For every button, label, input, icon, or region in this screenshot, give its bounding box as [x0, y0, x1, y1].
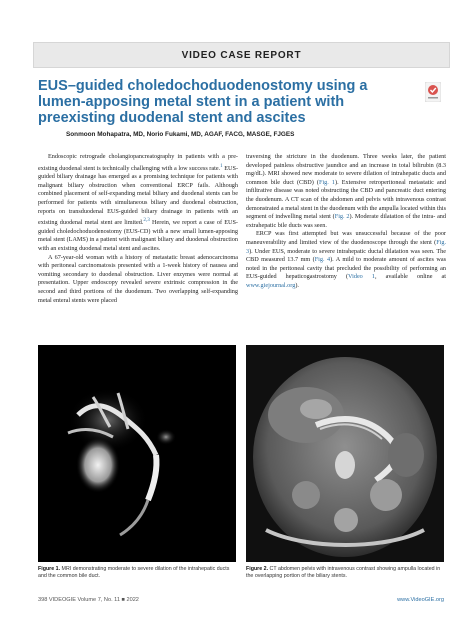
- reference-link[interactable]: 1: [220, 162, 223, 169]
- figure-link[interactable]: Fig. 1: [319, 178, 336, 186]
- section-header-band: [33, 42, 450, 68]
- article-authors: Sonmoon Mohapatra, MD, Norio Fukami, MD, AGAF, FACG, MASGE, FJGES: [66, 131, 295, 138]
- footer-citation: 398 VIDEOGIE Volume 7, No. 11 ■ 2022: [38, 597, 139, 603]
- page-footer: [38, 597, 444, 603]
- reference-link[interactable]: 2,3: [143, 217, 150, 224]
- section-label: VIDEO CASE REPORT: [181, 49, 302, 61]
- figure-link[interactable]: Fig. 2: [334, 213, 350, 221]
- figure-1-mri-image: [38, 345, 236, 562]
- body-column-left: [38, 153, 238, 305]
- body-paragraph: traversing the stricture in the duodenum. Three weeks later, the patient developed painless obstructive jaundice and an increase in total bilirubin (8.3 mg/dL). MRI showed new moderate to severe dilation of intrahepatic ducts and common bile duct (CBD) (Fig. 1). Extensive retroperitoneal metastatic and infiltrative disease was noted obstructing the CBD and pancreatic duct entering the duodenum. A CT scan of the abdomen and pelvis with intravenous contrast demonstrated a metal stent in the duodenum with the ampulla located within this segment of indwelling metal stent (Fig. 2). Moderate dilatation of the intra- and extrahepatic bile ducts was seen.: [246, 153, 446, 229]
- article-title: EUS–guided choledochoduodenostomy using a lumen-apposing metal stent in a patient with preexisting duodenal stent and ascites: [38, 78, 368, 126]
- footer-journal-url[interactable]: www.VideoGIE.org: [397, 597, 444, 603]
- body-paragraph: Endoscopic retrograde cholangiopancreatography in patients with a pre-existing duodenal stent is technically challenging with a low success rate.$^1$ EUS-guided biliary drainage has emerged as a promising technique for patients with malignant biliary obstruction when conventional ERCP fails. Although combined placement of self-expanding metal biliary and duodenal stents can be performed for patients with simultaneous biliary and duodenal obstruction, reports on transduodenal EUS-guided biliary drainage in patients with an existing duodenal metal stent are limited.$^{2,3}$ Herein, we report a case of EUS-guided choledochoduodenostomy (EUS-CD) with a new small lumen-apposing metal stent (LAMS) in a patient with malignant biliary and duodenal obstruction with an existing duodenal metal stent and ascites.: [38, 153, 238, 253]
- journal-url-link[interactable]: www.giejournal.org: [246, 281, 296, 289]
- figure-2-caption: Figure 2. CT abdomen pelvis with intravenous contrast showing ampulla located in the overlapping portion of the biliary stents.: [246, 566, 441, 579]
- body-paragraph: A 67-year-old woman with a history of metastatic breast adenocarcinoma with peritoneal carcinomatosis presented with a 1-week history of nausea and vomiting secondary to duodenal obstruction. Liver enzymes were normal at presentation. Upper endoscopy revealed severe extrinsic compression in the second and third portions of the duodenum. Two overlapping self-expanding metal enteral stents were placed: [38, 253, 238, 304]
- body-column-right: [246, 153, 446, 291]
- figure-link[interactable]: Fig. 3: [246, 238, 446, 255]
- figure-1-caption: Figure 1. MRI demonstrating moderate to severe dilation of the intrahepatic ducts and the common bile duct.: [38, 566, 230, 579]
- figure-link[interactable]: Fig. 4: [314, 256, 331, 264]
- video-link[interactable]: Video 1: [348, 273, 375, 281]
- figure-2-ct-image: [246, 345, 444, 562]
- body-paragraph: ERCP was first attempted but was unsuccessful because of the poor maneuverability and limited view of the duodenoscope through the stent (Fig. 3). Under EUS, moderate to severe intrahepatic ductal dilatation was seen. The CBD measured 13.7 mm (Fig. 4). A mild to moderate amount of ascites was noted in the peritoneal cavity that precluded the possibility of performing an EUS-guided hepaticogastrostomy (Video 1, available online at www.giejournal.org).: [246, 230, 447, 289]
- crossmark-icon[interactable]: [425, 82, 441, 102]
